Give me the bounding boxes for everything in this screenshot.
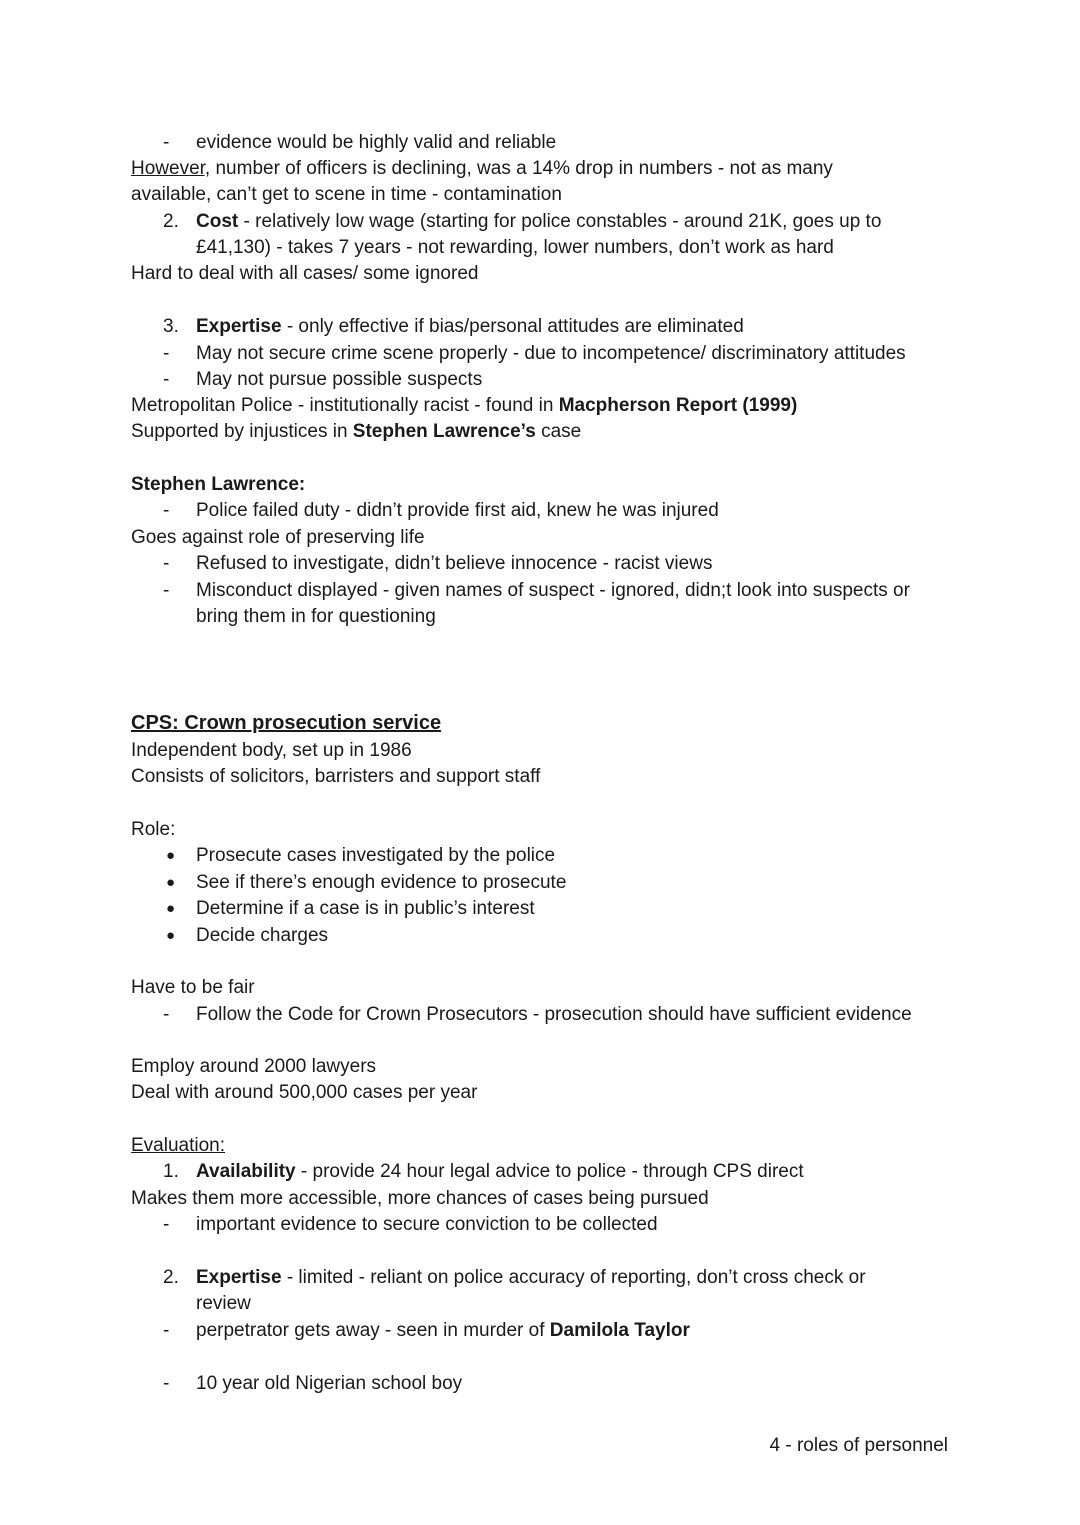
text-line: Metropolitan Police - institutionally racist - found in Macpherson Report (1999) xyxy=(131,395,798,416)
text-line: May not pursue possible suspects xyxy=(196,369,483,390)
list-item: Determine if a case is in public’s interest xyxy=(196,898,535,919)
list-number: 3. xyxy=(163,316,179,337)
text-line: Consists of solicitors, barristers and support staff xyxy=(131,766,541,787)
text-line: Misconduct displayed - given names of suspect - ignored, didn;t look into suspects or xyxy=(196,580,910,601)
dash-marker: - xyxy=(163,580,170,601)
text-line: Expertise - limited - reliant on police accuracy of reporting, don’t cross check or xyxy=(196,1267,866,1288)
dash-marker: - xyxy=(163,1320,170,1341)
text-line: However, number of officers is declining, was a 14% drop in numbers - not as many xyxy=(131,158,833,179)
section-heading: Evaluation: xyxy=(131,1135,226,1156)
text-line: Independent body, set up in 1986 xyxy=(131,740,412,761)
dash-marker: - xyxy=(163,132,170,153)
text-line: May not secure crime scene properly - due to incompetence/ discriminatory attitudes xyxy=(196,343,906,364)
list-item: Decide charges xyxy=(196,925,329,946)
text-line: available, can’t get to scene in time - contamination xyxy=(131,184,562,205)
text-line: Refused to investigate, didn’t believe innocence - racist views xyxy=(196,553,713,574)
text-line: Goes against role of preserving life xyxy=(131,527,425,548)
bullet-marker: ● xyxy=(166,900,176,917)
text-line: important evidence to secure conviction to be collected xyxy=(196,1214,658,1235)
dash-marker: - xyxy=(163,500,170,521)
text-line: Police failed duty - didn’t provide first aid, knew he was injured xyxy=(196,500,719,521)
page-title: CPS: Crown prosecution service xyxy=(131,712,442,734)
dash-marker: - xyxy=(163,343,170,364)
list-item: See if there’s enough evidence to prosecute xyxy=(196,872,567,893)
text-line: Cost - relatively low wage (starting for police constables - around 21K, goes up to xyxy=(196,211,882,232)
text-line: Have to be fair xyxy=(131,977,255,998)
bullet-marker: ● xyxy=(166,847,176,864)
list-number: 2. xyxy=(163,1267,179,1288)
text-line: Expertise - only effective if bias/personal attitudes are eliminated xyxy=(196,316,744,337)
text-line: review xyxy=(196,1293,251,1314)
dash-marker: - xyxy=(163,1004,170,1025)
page-footer: 4 - roles of personnel xyxy=(769,1435,948,1456)
dash-marker: - xyxy=(163,369,170,390)
bullet-marker: ● xyxy=(166,927,176,944)
text-line: Employ around 2000 lawyers xyxy=(131,1056,377,1077)
bullet-marker: ● xyxy=(166,874,176,891)
dash-marker: - xyxy=(163,1214,170,1235)
text-line: Supported by injustices in Stephen Lawrence’s case xyxy=(131,421,582,442)
text-line: perpetrator gets away - seen in murder of Damilola Taylor xyxy=(196,1320,690,1341)
list-item: Prosecute cases investigated by the police xyxy=(196,845,556,866)
text-line: Availability - provide 24 hour legal advice to police - through CPS direct xyxy=(196,1161,804,1182)
text-line: Hard to deal with all cases/ some ignored xyxy=(131,263,479,284)
dash-marker: - xyxy=(163,1373,170,1394)
text-line: Follow the Code for Crown Prosecutors - prosecution should have sufficient evidence xyxy=(196,1004,912,1025)
text-line: bring them in for questioning xyxy=(196,606,436,627)
list-number: 2. xyxy=(163,211,179,232)
section-heading: Stephen Lawrence: xyxy=(131,474,306,495)
list-number: 1. xyxy=(163,1161,179,1182)
however-word: However, xyxy=(131,158,211,179)
text-line: Deal with around 500,000 cases per year xyxy=(131,1082,478,1103)
text-line: Role: xyxy=(131,819,176,840)
text-line: £41,130) - takes 7 years - not rewarding, lower numbers, don’t work as hard xyxy=(196,237,834,258)
dash-marker: - xyxy=(163,553,170,574)
text-line: Makes them more accessible, more chances of cases being pursued xyxy=(131,1188,709,1209)
text-line: evidence would be highly valid and reliable xyxy=(196,132,557,153)
text-line: 10 year old Nigerian school boy xyxy=(196,1373,463,1394)
